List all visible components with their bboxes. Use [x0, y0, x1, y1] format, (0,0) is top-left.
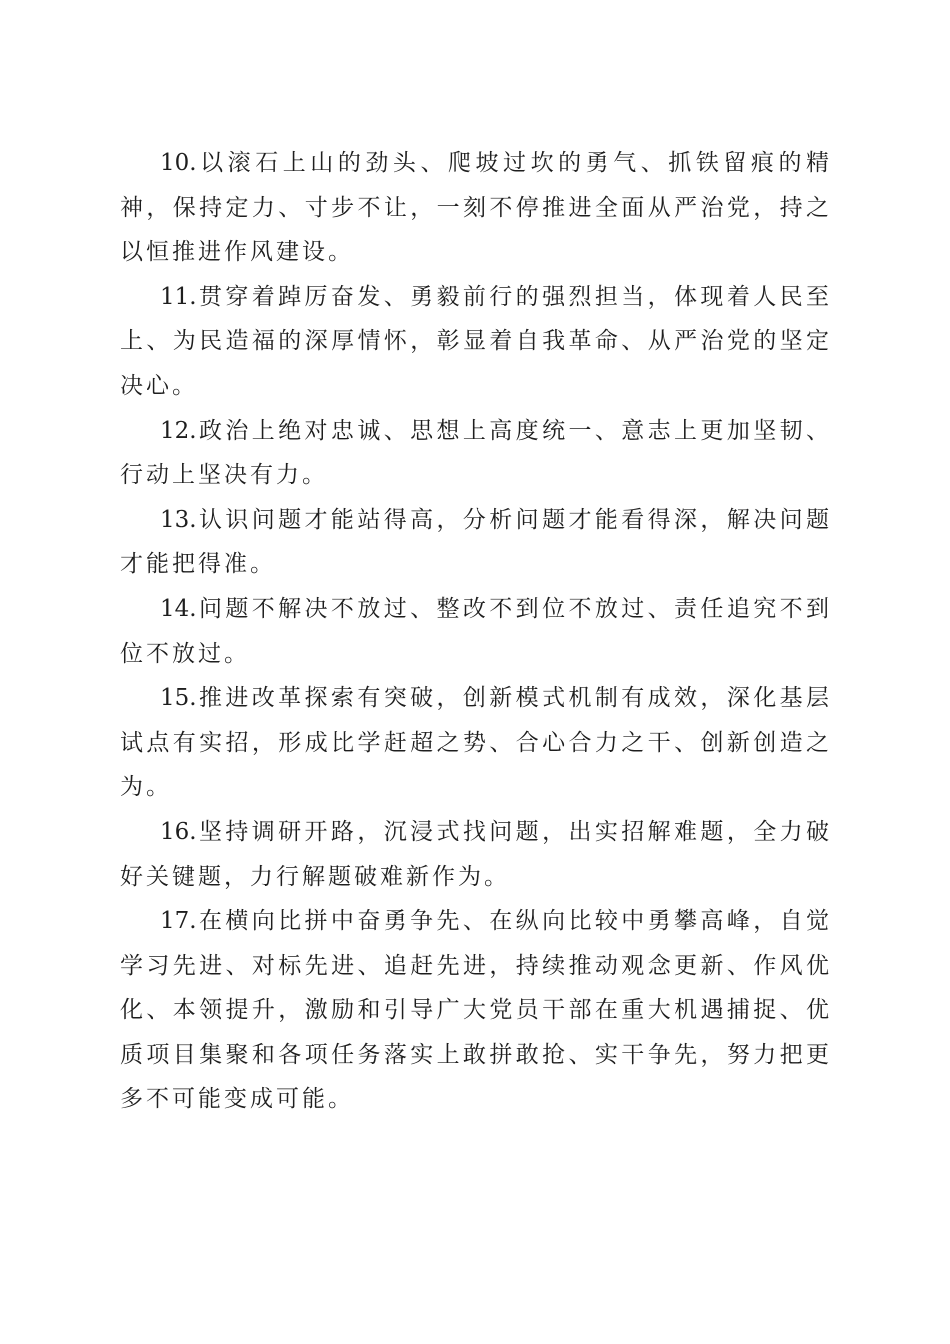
item-text: 推进改革探索有突破，创新模式机制有成效，深化基层试点有实招，形成比学赶超之势、合心合力之干、创新创造之为。 [120, 685, 832, 801]
list-item-13 [120, 498, 832, 587]
item-number: 13. [160, 506, 197, 533]
list-item-10 [120, 141, 832, 275]
item-text: 坚持调研开路，沉浸式找问题，出实招解难题，全力破好关键题，力行解题破难新作为。 [120, 818, 832, 890]
list-item-15 [120, 676, 832, 810]
list-item-16 [120, 810, 832, 899]
item-number: 12. [160, 417, 197, 444]
item-number: 16. [160, 818, 197, 845]
list-item-17 [120, 899, 832, 1122]
item-number: 17. [160, 908, 197, 935]
item-number: 14. [160, 595, 197, 622]
item-number: 10. [160, 150, 197, 176]
list-item-14 [120, 587, 832, 676]
item-number: 15. [160, 685, 197, 712]
item-text: 认识问题才能站得高，分析问题才能看得深，解决问题才能把得准。 [120, 506, 832, 578]
list-item-11 [120, 275, 832, 409]
list-item-12 [120, 409, 832, 498]
item-number: 11. [160, 283, 197, 310]
item-text: 问题不解决不放过、整改不到位不放过、责任追究不到位不放过。 [120, 595, 832, 667]
item-text: 以滚石上山的劲头、爬坡过坎的勇气、抓铁留痕的精神，保持定力、寸步不让，一刻不停推进全面从严治党，持之以恒推进作风建设。 [120, 150, 832, 266]
document-body [120, 141, 832, 1122]
item-text: 政治上绝对忠诚、思想上高度统一、意志上更加坚韧、行动上坚决有力。 [120, 417, 832, 489]
item-text: 贯穿着踔厉奋发、勇毅前行的强烈担当，体现着人民至上、为民造福的深厚情怀，彰显着自我革命、从严治党的坚定决心。 [120, 283, 832, 399]
item-text: 在横向比拼中奋勇争先、在纵向比较中勇攀高峰，自觉学习先进、对标先进、追赶先进，持续推动观念更新、作风优化、本领提升，激励和引导广大党员干部在重大机遇捕捉、优质项目集聚和各项任务落实上敢拼敢抢、实干争先，努力把更多不可能变成可能。 [120, 908, 832, 1113]
